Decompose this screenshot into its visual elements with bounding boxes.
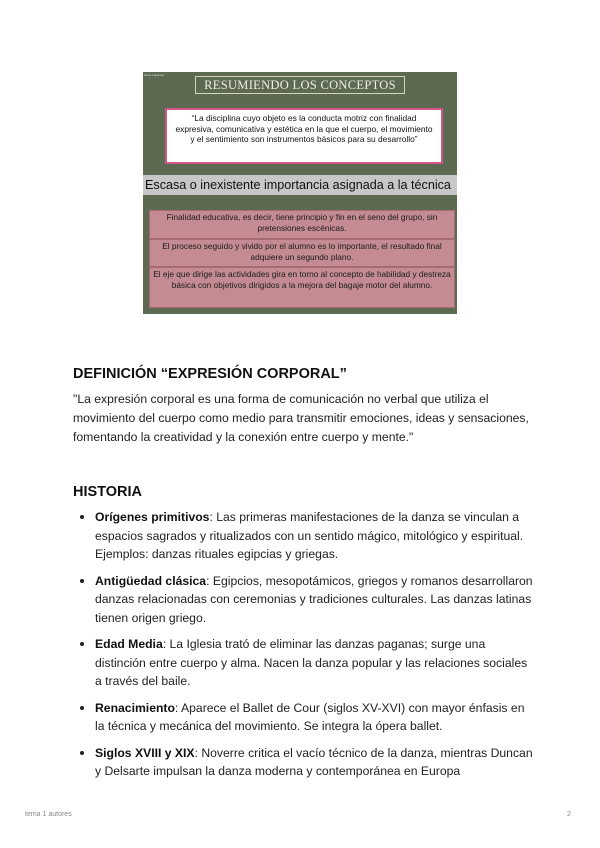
history-item: [73, 744, 533, 781]
history-list: [73, 508, 533, 789]
history-term: Siglos XVIII y XIX: [95, 745, 195, 760]
history-item: [73, 572, 533, 628]
slide-title: RESUMIENDO LOS CONCEPTOS: [195, 76, 405, 94]
history-term: Antigüedad clásica: [95, 573, 207, 588]
bullet-icon: [80, 751, 84, 755]
definition-heading: DEFINICIÓN “EXPRESIÓN CORPORAL”: [73, 366, 347, 382]
bullet-icon: [80, 706, 84, 710]
history-item: [73, 635, 533, 691]
slide-quote-box: “La disciplina cuyo objeto es la conducta motriz con finalidad expresiva, comunicativa y estética en la que el cuerpo, el movimiento y el sentimiento son instrumentos básicos para su desarrollo”: [165, 108, 443, 164]
footer-label: tema 1 autores: [25, 811, 72, 818]
history-text: : La Iglesia trató de eliminar las danzas paganas; surge una distinción entre cuerpo y alma. Nacen la danza popular y las relaciones sociales a través del baile.: [95, 637, 528, 688]
history-text: : Aparece el Ballet de Cour (siglos XV-XVI) con mayor énfasis en la técnica y mecánica del movimiento. Se integra la ópera ballet.: [95, 700, 525, 733]
history-heading: HISTORIA: [73, 484, 143, 500]
history-term: Renacimiento: [95, 700, 175, 715]
history-text: : Las primeras manifestaciones de la danza se vinculan a espacios sagrados y ritualizados con un sentido mágico, mitológico y espiritual. Ejemplos: danzas rituales egipcias y griegas.: [95, 510, 524, 561]
bullet-icon: [80, 579, 84, 583]
bullet-icon: [80, 515, 84, 519]
page-number: 2: [567, 811, 571, 818]
history-term: Edad Media: [95, 637, 163, 651]
history-term: Orígenes primitivos: [95, 510, 210, 524]
slide-corner-label: tema 1 autores: [144, 73, 165, 77]
slide-image: [143, 72, 457, 314]
history-item: [73, 508, 533, 564]
definition-text: "La expresión corporal es una forma de comunicación no verbal que utiliza el movimiento del cuerpo como medio para transmitir emociones, ideas y sensaciones, fomentando la creatividad y la conexión entre cuerpo y mente.": [73, 392, 529, 444]
slide-box-1: Finalidad educativa, es decir, tiene principio y fin en el seno del grupo, sin pretensiones escénicas.: [149, 210, 455, 239]
slide-band: Escasa o inexistente importancia asignada a la técnica: [143, 175, 457, 195]
bullet-icon: [80, 642, 84, 646]
slide-box-2: El proceso seguido y vivido por el alumno es lo importante, el resultado final adquiere un segundo plano.: [149, 239, 455, 267]
history-item: [73, 699, 533, 736]
history-text: : Egipcios, mesopotámicos, griegos y romanos desarrollaron danzas relacionadas con ceremonias y tradiciones culturales. Las danzas latinas tienen origen griego.: [95, 573, 533, 625]
slide-box-3: El eje que dirige las actividades gira en torno al concepto de habilidad y destreza básica con objetivos dirigidos a la mejora del bagaje motor del alumno.: [149, 267, 455, 308]
history-text: : Noverre critica el vacío técnico de la danza, mientras Duncan y Delsarte impulsan la danza moderna y contemporánea en Europa: [95, 745, 533, 778]
